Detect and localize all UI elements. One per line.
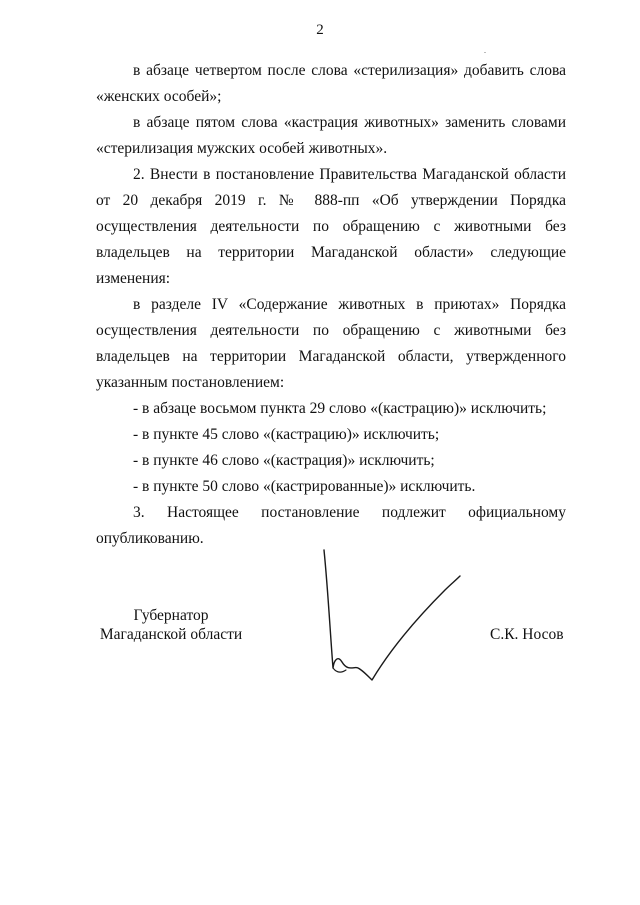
list-item-1: - в абзаце восьмом пункта 29 слово «(кастрацию)» исключить;: [133, 400, 547, 417]
handwritten-signature: [300, 540, 470, 690]
governor-position-line1: Губернатор: [133, 607, 209, 624]
scan-speck: [484, 52, 486, 53]
governor-title: [96, 606, 246, 644]
paragraph-4: в разделе IV «Содержание животных в приютах» Порядка осуществления деятельности по обращению с животными без владельцев на территории Магаданской области, утвержденного указанным постановлением:: [96, 296, 566, 391]
document-body: [96, 58, 566, 552]
signature-stroke: [324, 550, 460, 680]
list-item-3: - в пункте 46 слово «(кастрация)» исключить;: [133, 452, 435, 469]
paragraph-5: 3. Настоящее постановление подлежит официальному опубликованию.: [96, 504, 566, 547]
list-item-4: - в пункте 50 слово «(кастрированные)» исключить.: [133, 478, 476, 495]
governor-position-line2: Магаданской области: [99, 626, 243, 643]
list-item-2: - в пункте 45 слово «(кастрацию)» исключить;: [133, 426, 440, 443]
signature-flourish: [333, 668, 346, 672]
page-number: 2: [316, 22, 324, 38]
paragraph-2: в абзаце пятом слова «кастрация животных» заменить словами «стерилизация мужских особей животных».: [96, 114, 566, 157]
paragraph-1: в абзаце четвертом после слова «стерилизация» добавить слова «женских особей»;: [96, 62, 566, 105]
paragraph-3: 2. Внести в постановление Правительства Магаданской области от 20 декабря 2019 г. № 888-пп «Об утверждении Порядка осуществления деятельности по обращению с животными без владельцев на территории Магаданской области» следующие изменения:: [96, 166, 566, 287]
governor-name: С.К. Носов: [490, 626, 564, 643]
